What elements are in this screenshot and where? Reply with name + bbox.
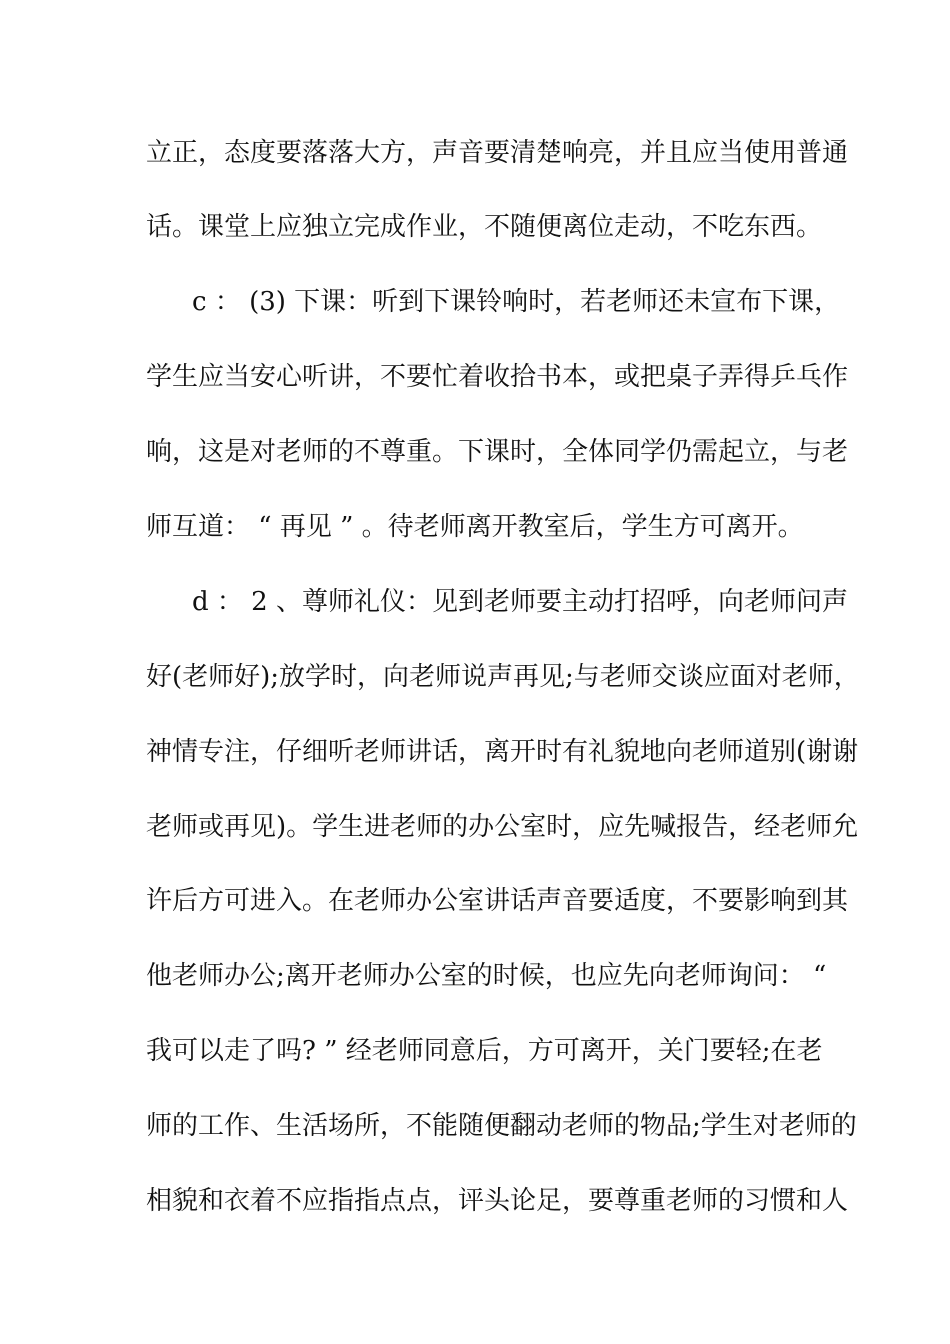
text-line: d ： 2 、尊师礼仪：见到老师要主动打招呼，向老师问声 (192, 587, 848, 617)
text-line: 我可以走了吗? ” 经老师同意后，方可离开，关门要轻;在老 (146, 1036, 823, 1066)
text-line: 许后方可进入。在老师办公室讲话声音要适度，不要影响到其 (146, 886, 849, 916)
text-line: 师互道： “ 再见 ” 。待老师离开教室后，学生方可离开。 (146, 512, 804, 542)
text-line: 师的工作、生活场所，不能随便翻动老师的物品;学生对老师的 (146, 1111, 857, 1141)
text-line: 好(老师好);放学时，向老师说声再见;与老师交谈应面对老师， (146, 662, 860, 692)
text-line: 立正，态度要落落大方，声音要清楚响亮，并且应当使用普通 (146, 138, 849, 168)
text-line: 相貌和衣着不应指指点点，评头论足，要尊重老师的习惯和人 (146, 1186, 849, 1216)
text-line: 他老师办公;离开老师办公室的时候，也应先向老师询问： “ (146, 961, 827, 991)
text-line: 响，这是对老师的不尊重。下课时，全体同学仍需起立，与老 (146, 437, 849, 467)
text-line: 学生应当安心听讲，不要忙着收拾书本，或把桌子弄得乒乓作 (146, 362, 849, 392)
text-line: 神情专注，仔细听老师讲话，离开时有礼貌地向老师道别(谢谢 (146, 737, 859, 767)
text-line: c ： (3) 下课：听到下课铃响时，若老师还未宣布下课， (192, 287, 841, 317)
text-line: 老师或再见)。学生进老师的办公室时，应先喊报告，经老师允 (146, 812, 859, 842)
text-line: 话。课堂上应独立完成作业，不随便离位走动，不吃东西。 (146, 212, 823, 242)
